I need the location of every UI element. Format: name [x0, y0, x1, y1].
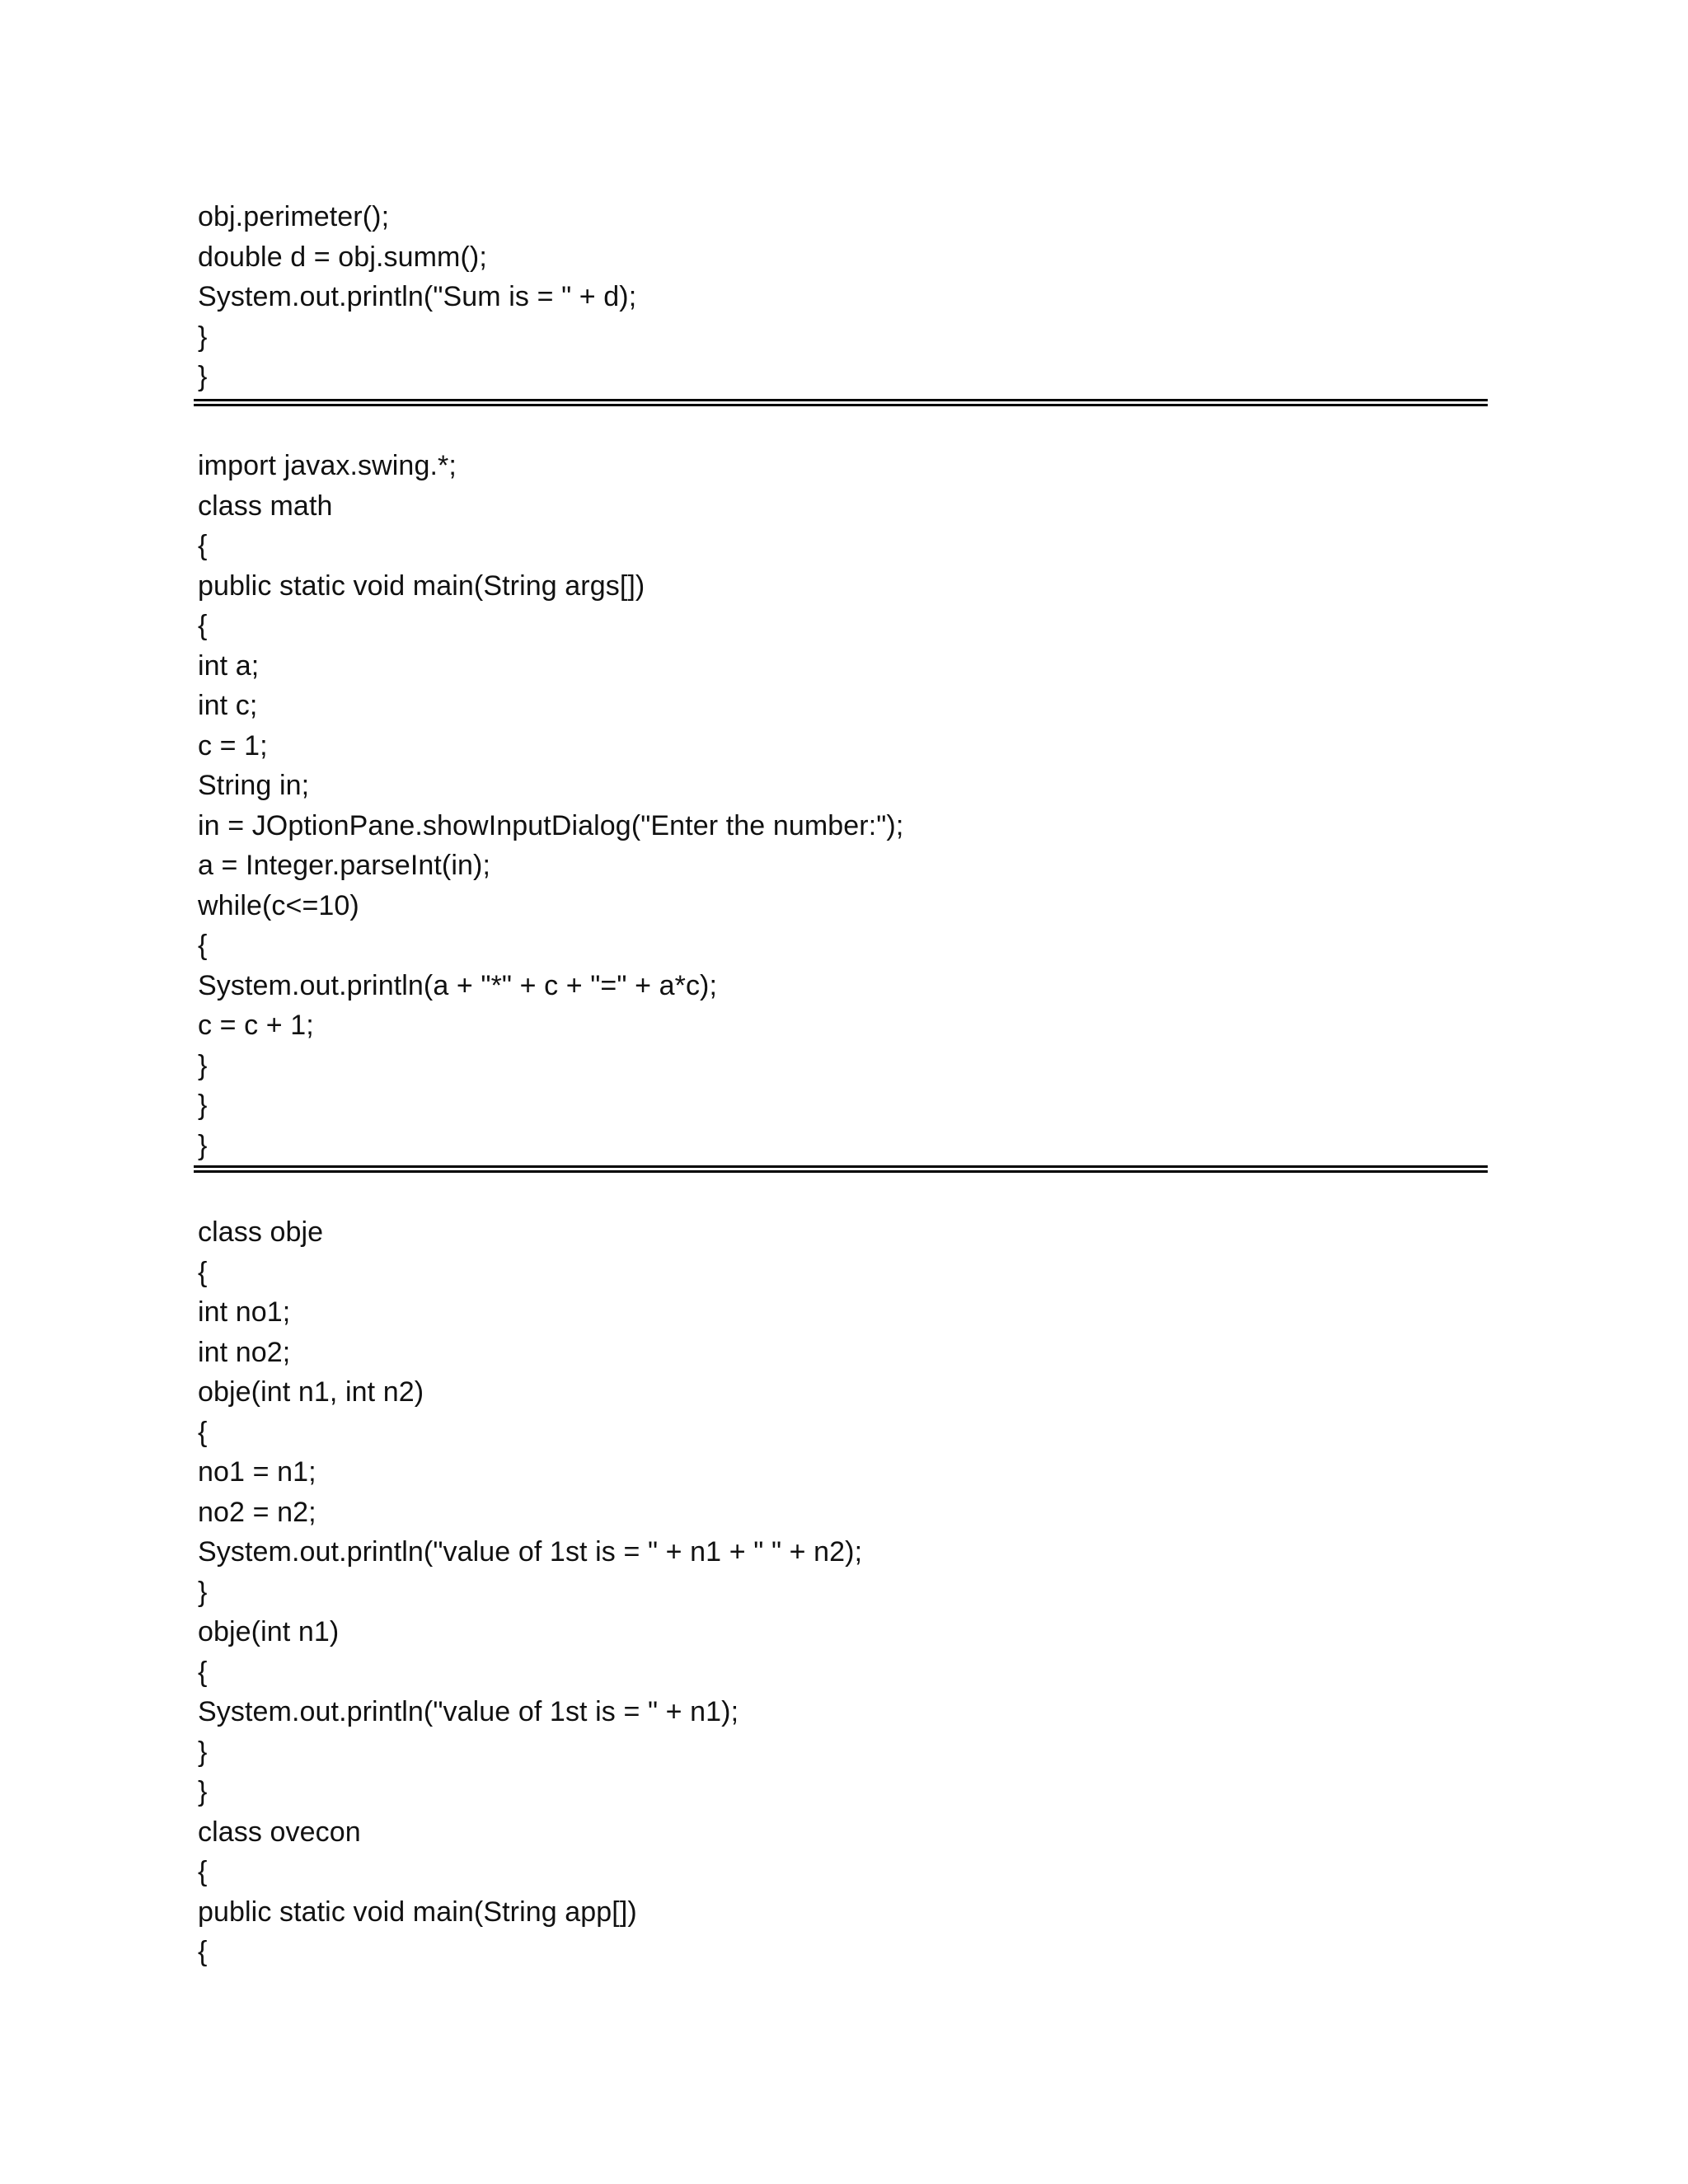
code-line: System.out.println(a + "*" + c + "=" + a*c);	[198, 969, 718, 1001]
code-line: c = c + 1;	[198, 1010, 314, 1041]
code-line: c = 1;	[198, 729, 268, 762]
code-line: String in;	[198, 770, 310, 801]
code-line: }	[198, 1576, 208, 1608]
code-line: no2 = n2;	[198, 1496, 316, 1528]
code-line: {	[198, 530, 208, 561]
code-line: a = Integer.parseInt(in);	[198, 850, 490, 881]
double-rule-separator	[194, 399, 1488, 406]
code-line: double d = obj.summ();	[198, 241, 487, 273]
code-line: {	[198, 1656, 208, 1688]
code-line: public static void main(String args[])	[198, 569, 645, 602]
code-line: obje(int n1)	[198, 1616, 340, 1647]
code-block-1	[198, 197, 1484, 397]
code-line: }	[198, 1776, 208, 1807]
code-line: }	[198, 1049, 208, 1081]
code-line: int a;	[198, 649, 260, 682]
code-line: obj.perimeter();	[198, 201, 390, 232]
code-line: while(c<=10)	[198, 889, 359, 921]
code-line: in = JOptionPane.showInputDialog("Enter the number:");	[198, 809, 904, 841]
code-line: }	[198, 1736, 208, 1768]
code-line: int no1;	[198, 1296, 291, 1328]
code-line: obje(int n1, int n2)	[198, 1376, 424, 1408]
double-rule-separator	[194, 1165, 1488, 1173]
code-block-2	[198, 446, 1484, 1165]
code-line: import javax.swing.*;	[198, 450, 457, 481]
code-line: }	[198, 1090, 208, 1121]
code-line: {	[198, 1936, 208, 1967]
code-block-3	[198, 1212, 1484, 1972]
code-line: no1 = n1;	[198, 1456, 316, 1488]
code-line: }	[198, 361, 208, 392]
code-line: int c;	[198, 690, 258, 721]
code-line: class obje	[198, 1216, 324, 1248]
code-line: class ovecon	[198, 1816, 361, 1848]
code-line: }	[198, 1129, 208, 1161]
code-line: System.out.println("value of 1st is = " + n1);	[198, 1696, 739, 1727]
code-line: {	[198, 930, 208, 961]
code-line: {	[198, 610, 208, 641]
code-line: {	[198, 1856, 208, 1887]
code-line: int no2;	[198, 1336, 291, 1368]
code-line: {	[198, 1416, 208, 1448]
code-line: System.out.println("value of 1st is = " + n1 + " " + n2);	[198, 1536, 863, 1568]
code-line: {	[198, 1256, 208, 1288]
code-line: System.out.println("Sum is = " + d);	[198, 281, 637, 312]
code-line: public static void main(String app[])	[198, 1896, 637, 1928]
code-line: }	[198, 321, 208, 353]
code-line: class math	[198, 490, 333, 522]
